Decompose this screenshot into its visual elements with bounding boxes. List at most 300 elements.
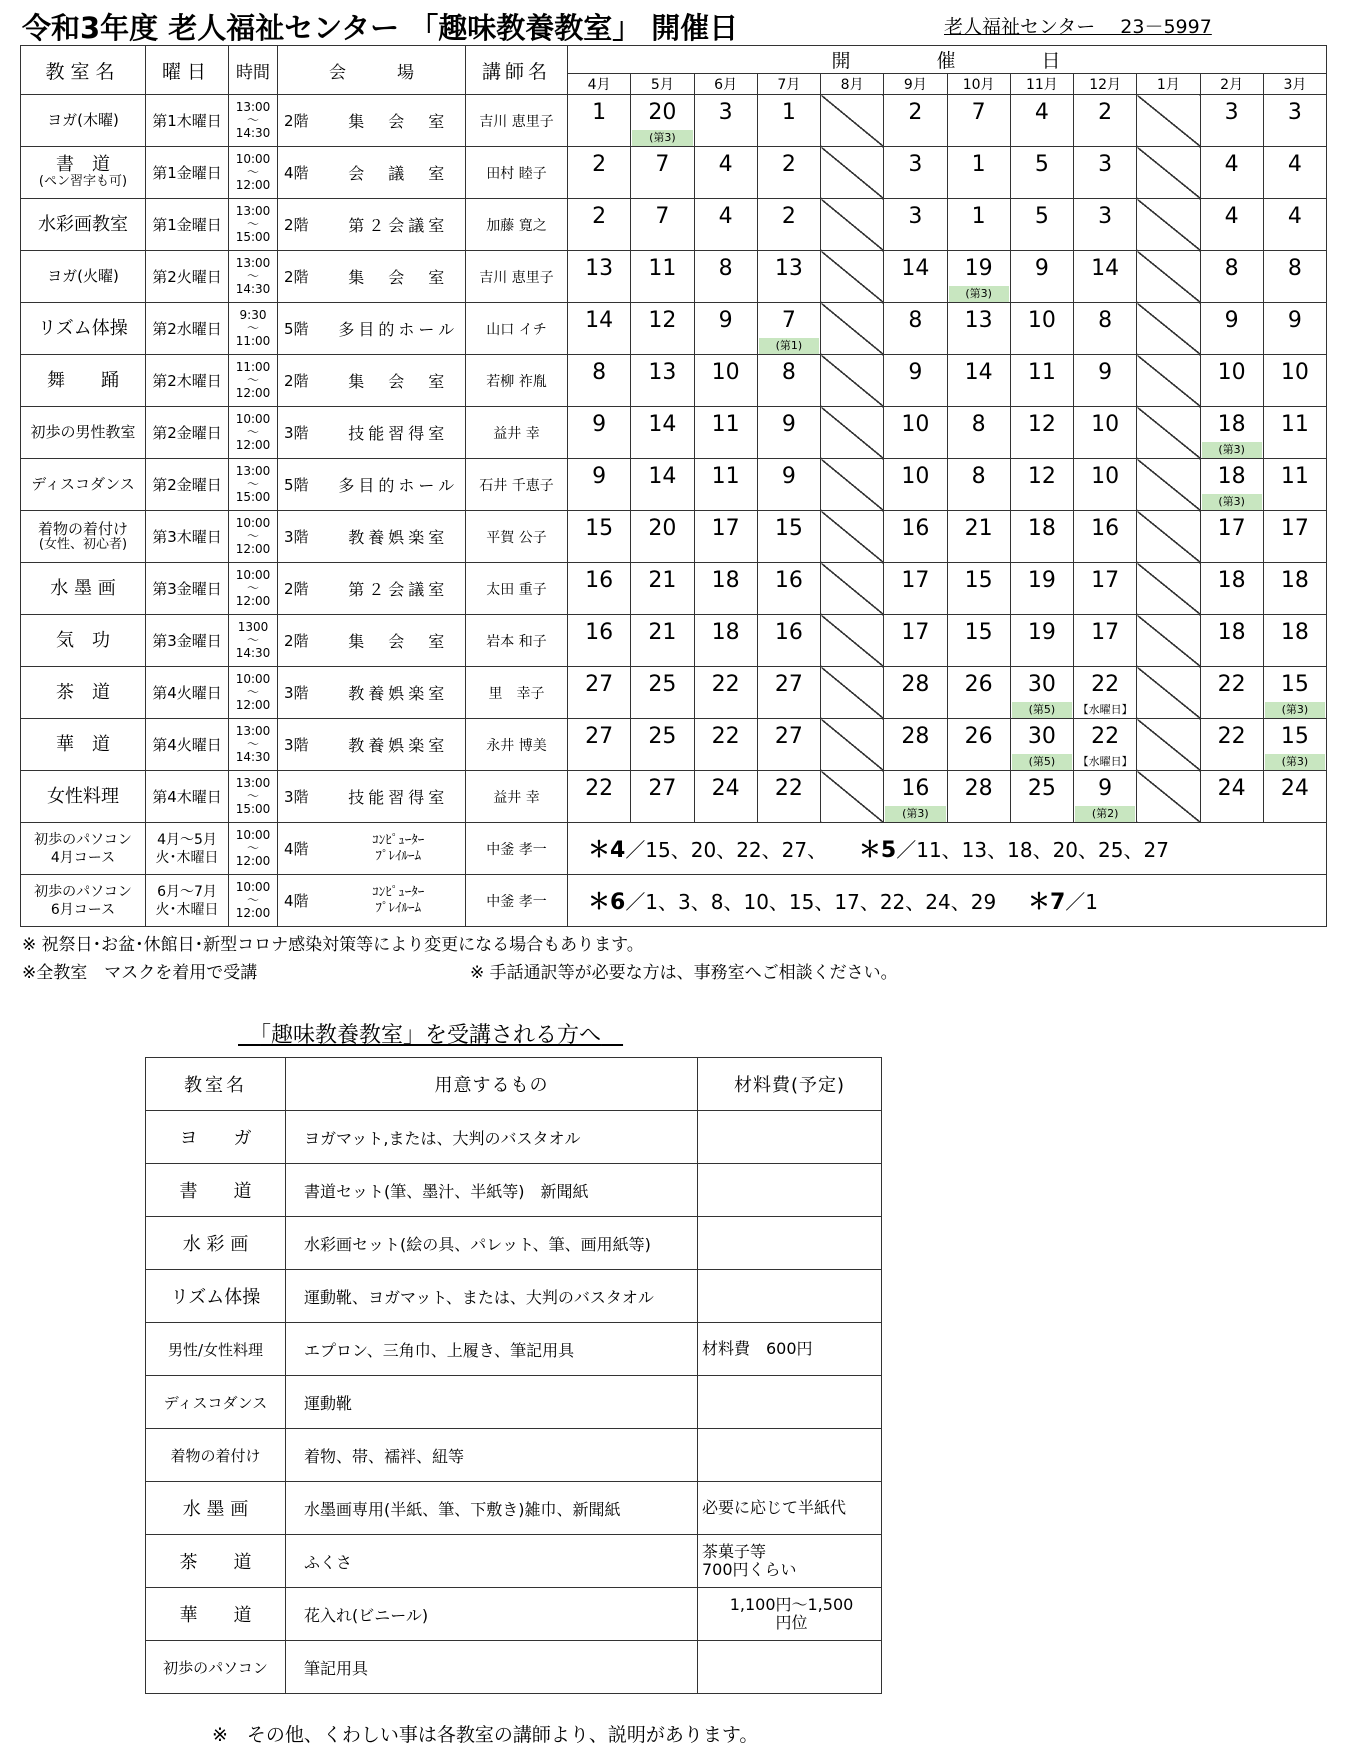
date-cell xyxy=(947,563,1010,615)
date-cell xyxy=(1200,459,1263,511)
date-cell xyxy=(1263,147,1326,199)
room-line2: ﾌﾟﾚｲﾙｰﾑ xyxy=(375,848,421,864)
no-class-cell xyxy=(821,667,884,719)
date-cell xyxy=(1074,719,1137,771)
date-cell xyxy=(757,355,820,407)
prep-classroom-name: リズム体操 xyxy=(146,1270,286,1323)
date-number: 4 xyxy=(1034,100,1049,125)
classroom-name xyxy=(21,511,146,563)
no-class-cell xyxy=(1137,303,1200,355)
date-cell xyxy=(694,147,757,199)
teacher-name: 太田 重子 xyxy=(466,563,568,615)
no-class-cell xyxy=(1137,719,1200,771)
date-cell xyxy=(884,615,947,667)
date-cell xyxy=(1263,199,1326,251)
no-class-cell xyxy=(1137,199,1200,251)
date-number: 12 xyxy=(1027,412,1056,437)
venue-floor: 2階 xyxy=(278,563,332,615)
date-number: 2 xyxy=(908,100,923,125)
weekday: 第2火曜日 xyxy=(146,251,229,303)
date-number: 28 xyxy=(964,776,993,801)
prep-items: 書道セット(筆、墨汁、半紙等) 新聞紙 xyxy=(286,1164,698,1217)
date-cell xyxy=(757,147,820,199)
time-end: 11:00 xyxy=(235,334,271,348)
date-number: 18 xyxy=(1217,568,1246,593)
date-cell xyxy=(568,251,631,303)
date-cell xyxy=(1263,303,1326,355)
date-number: 14 xyxy=(1091,256,1120,281)
date-cell xyxy=(884,251,947,303)
date-number: 8 xyxy=(1224,256,1239,281)
no-class-cell xyxy=(821,719,884,771)
date-cell xyxy=(631,719,694,771)
prep-classroom-name: 着物の着付け xyxy=(146,1429,286,1482)
header-classroom: 教室名 xyxy=(21,46,146,95)
date-number: 10 xyxy=(711,360,740,385)
prep-row xyxy=(146,1429,882,1482)
date-cell xyxy=(694,355,757,407)
time-end: 12:00 xyxy=(235,542,271,556)
date-number: 20 xyxy=(648,100,677,125)
pc-month-marker: ＊6 xyxy=(588,890,626,915)
date-cell xyxy=(947,459,1010,511)
venue-room: 集 会 室 xyxy=(332,95,466,147)
date-cell xyxy=(1263,251,1326,303)
time-range xyxy=(229,355,278,407)
date-cell xyxy=(757,771,820,823)
time-start: 10:00 xyxy=(235,412,271,426)
prep-table xyxy=(145,1057,882,1694)
weekday: 第4火曜日 xyxy=(146,667,229,719)
pc-months: 6月～7月 xyxy=(157,883,217,900)
schedule-row xyxy=(21,95,1327,147)
prep-items: 運動靴 xyxy=(286,1376,698,1429)
prep-classroom-name: 水 墨 画 xyxy=(146,1482,286,1535)
header-time: 時間 xyxy=(229,46,278,95)
venue-room: 教養娯楽室 xyxy=(332,511,466,563)
date-cell xyxy=(884,95,947,147)
prep-items: 筆記用具 xyxy=(286,1641,698,1694)
date-cell xyxy=(1263,771,1326,823)
date-note: (第5) xyxy=(1012,702,1072,718)
weekday: 第1金曜日 xyxy=(146,147,229,199)
classroom-name xyxy=(21,719,146,771)
date-cell xyxy=(884,459,947,511)
date-number: 9 xyxy=(718,308,733,333)
date-number: 30 xyxy=(1027,672,1056,697)
time-separator: ～ xyxy=(246,633,259,647)
date-cell xyxy=(1074,511,1137,563)
venue-floor: 2階 xyxy=(278,95,332,147)
date-number: 2 xyxy=(1098,100,1113,125)
no-class-cell xyxy=(1137,95,1200,147)
date-cell xyxy=(1074,771,1137,823)
date-cell xyxy=(694,303,757,355)
no-class-cell xyxy=(821,563,884,615)
date-number: 17 xyxy=(1280,516,1309,541)
date-cell xyxy=(1200,615,1263,667)
date-number: 10 xyxy=(901,464,930,489)
time-range xyxy=(229,459,278,511)
date-number: 7 xyxy=(781,308,796,333)
date-number: 22 xyxy=(1217,724,1246,749)
date-number: 8 xyxy=(592,360,607,385)
pc-month-marker: ＊4 xyxy=(588,838,626,863)
date-number: 3 xyxy=(1287,100,1302,125)
date-cell xyxy=(884,407,947,459)
time-end: 12:00 xyxy=(235,594,271,608)
date-number: 18 xyxy=(1027,516,1056,541)
date-cell xyxy=(568,407,631,459)
note-mask: ※全教室 マスクを着用で受講 xyxy=(22,963,258,983)
prep-fee: 1,100円～1,500 円位 xyxy=(698,1588,882,1641)
date-cell xyxy=(1200,667,1263,719)
month-header: 4月 xyxy=(568,74,631,95)
time-range xyxy=(229,251,278,303)
time-end: 14:30 xyxy=(235,282,271,296)
prep-row xyxy=(146,1164,882,1217)
classroom-name-text: 気 功 xyxy=(56,629,110,651)
date-cell xyxy=(1074,303,1137,355)
prep-fee xyxy=(698,1111,882,1164)
date-cell xyxy=(568,95,631,147)
date-number: 18 xyxy=(1280,568,1309,593)
date-number: 2 xyxy=(592,152,607,177)
no-class-cell xyxy=(821,615,884,667)
date-cell xyxy=(1074,667,1137,719)
venue-floor: 3階 xyxy=(278,771,332,823)
schedule-row xyxy=(21,563,1327,615)
prep-classroom-name: 水 彩 画 xyxy=(146,1217,286,1270)
date-number: 22 xyxy=(585,776,614,801)
prep-row xyxy=(146,1111,882,1164)
teacher-name: 岩本 和子 xyxy=(466,615,568,667)
date-number: 24 xyxy=(1217,776,1246,801)
date-cell xyxy=(568,615,631,667)
weekday: 第3金曜日 xyxy=(146,563,229,615)
date-number: 13 xyxy=(774,256,803,281)
pc-dates-list: ／11、13、18、20、25、27 xyxy=(896,838,1169,862)
date-cell xyxy=(1074,355,1137,407)
date-note: (第3) xyxy=(1202,494,1262,510)
no-class-cell xyxy=(821,303,884,355)
venue-room: 教養娯楽室 xyxy=(332,719,466,771)
prep-classroom-name: ヨ ガ xyxy=(146,1111,286,1164)
time-separator: ～ xyxy=(246,893,259,907)
date-cell xyxy=(568,199,631,251)
date-cell xyxy=(757,563,820,615)
note-holiday: ※ 祝祭日･お盆･休館日･新型コロナ感染対策等により変更になる場合もあります。 xyxy=(22,935,644,955)
date-number: 27 xyxy=(648,776,677,801)
date-number: 19 xyxy=(1027,568,1056,593)
prep-row xyxy=(146,1270,882,1323)
schedule-row xyxy=(21,615,1327,667)
date-cell xyxy=(568,459,631,511)
date-number: 15 xyxy=(1280,672,1309,697)
date-cell xyxy=(1010,147,1073,199)
classroom-name-text: 女性料理 xyxy=(47,785,119,807)
date-cell xyxy=(947,147,1010,199)
date-number: 12 xyxy=(1027,464,1056,489)
date-cell xyxy=(1074,407,1137,459)
month-header: 5月 xyxy=(631,74,694,95)
no-class-cell xyxy=(1137,459,1200,511)
venue-floor: 3階 xyxy=(278,407,332,459)
date-number: 10 xyxy=(901,412,930,437)
prep-fee xyxy=(698,1217,882,1270)
date-cell xyxy=(947,511,1010,563)
prep-header-items: 用意するもの xyxy=(286,1058,698,1111)
schedule-row xyxy=(21,251,1327,303)
date-note: 【水曜日】 xyxy=(1077,703,1133,716)
time-start: 13:00 xyxy=(235,256,271,270)
prep-row xyxy=(146,1535,882,1588)
classroom-name xyxy=(21,875,146,927)
time-end: 14:30 xyxy=(235,750,271,764)
date-number: 8 xyxy=(971,464,986,489)
date-number: 17 xyxy=(901,620,930,645)
date-cell xyxy=(947,615,1010,667)
date-cell xyxy=(568,147,631,199)
date-number: 7 xyxy=(655,152,670,177)
date-cell xyxy=(884,719,947,771)
prep-items: ふくさ xyxy=(286,1535,698,1588)
date-cell xyxy=(1200,303,1263,355)
date-cell xyxy=(694,407,757,459)
date-cell xyxy=(1074,95,1137,147)
date-number: 13 xyxy=(964,308,993,333)
weekday: 第1木曜日 xyxy=(146,95,229,147)
date-number: 16 xyxy=(774,620,803,645)
teacher-name: 里 幸子 xyxy=(466,667,568,719)
date-number: 14 xyxy=(901,256,930,281)
date-cell xyxy=(1010,563,1073,615)
classroom-name-text: 初歩の男性教室 xyxy=(30,423,136,442)
schedule-table xyxy=(20,45,1327,927)
pc-course-dates xyxy=(568,823,1327,875)
date-cell xyxy=(694,771,757,823)
date-cell xyxy=(568,511,631,563)
prep-items: ヨガマット,または、大判のバスタオル xyxy=(286,1111,698,1164)
date-cell xyxy=(694,667,757,719)
time-range xyxy=(229,719,278,771)
date-note: (第3) xyxy=(949,286,1009,302)
time-end: 14:30 xyxy=(235,646,271,660)
time-end: 12:00 xyxy=(235,178,271,192)
prep-fee xyxy=(698,1270,882,1323)
time-start: 13:00 xyxy=(235,724,271,738)
date-cell xyxy=(1200,719,1263,771)
month-header: 1月 xyxy=(1137,74,1200,95)
date-cell xyxy=(947,199,1010,251)
time-separator: ～ xyxy=(246,685,259,699)
no-class-cell xyxy=(1137,615,1200,667)
date-cell xyxy=(1010,303,1073,355)
date-number: 3 xyxy=(1098,204,1113,229)
date-number: 9 xyxy=(781,464,796,489)
prep-row xyxy=(146,1323,882,1376)
time-end: 15:00 xyxy=(235,802,271,816)
date-cell xyxy=(631,407,694,459)
date-cell xyxy=(884,355,947,407)
venue-room: 技能習得室 xyxy=(332,771,466,823)
date-cell xyxy=(757,407,820,459)
date-number: 8 xyxy=(908,308,923,333)
date-cell xyxy=(694,251,757,303)
date-number: 26 xyxy=(964,724,993,749)
month-header: 11月 xyxy=(1010,74,1073,95)
prep-classroom-name: ディスコダンス xyxy=(146,1376,286,1429)
classroom-name xyxy=(21,615,146,667)
date-number: 1 xyxy=(971,204,986,229)
date-number: 18 xyxy=(1217,464,1246,489)
time-range xyxy=(229,147,278,199)
date-number: 11 xyxy=(711,412,740,437)
venue-floor: 2階 xyxy=(278,199,332,251)
weekday: 第2木曜日 xyxy=(146,355,229,407)
date-number: 16 xyxy=(774,568,803,593)
no-class-cell xyxy=(821,771,884,823)
date-number: 15 xyxy=(585,516,614,541)
date-number: 14 xyxy=(964,360,993,385)
pc-days: 火･木曜日 xyxy=(155,849,219,866)
time-range xyxy=(229,511,278,563)
date-number: 1 xyxy=(592,100,607,125)
time-separator: ～ xyxy=(246,373,259,387)
time-range xyxy=(229,407,278,459)
pc-month-marker: ＊7 xyxy=(1027,890,1066,915)
date-cell xyxy=(631,511,694,563)
date-number: 9 xyxy=(908,360,923,385)
date-number: 9 xyxy=(1098,360,1113,385)
weekday: 第2金曜日 xyxy=(146,407,229,459)
date-number: 7 xyxy=(655,204,670,229)
prep-row xyxy=(146,1376,882,1429)
date-cell xyxy=(1263,667,1326,719)
date-cell xyxy=(947,407,1010,459)
date-number: 25 xyxy=(1027,776,1056,801)
pc-months: 4月～5月 xyxy=(157,831,217,848)
date-note: (第3) xyxy=(1265,702,1325,718)
pc-course-term: 4月コース xyxy=(50,849,116,866)
date-number: 17 xyxy=(901,568,930,593)
venue-floor: 3階 xyxy=(278,511,332,563)
pc-course-name: 初歩のパソコン xyxy=(34,883,132,900)
classroom-name xyxy=(21,667,146,719)
time-start: 10:00 xyxy=(235,568,271,582)
time-separator: ～ xyxy=(246,217,259,231)
date-cell xyxy=(631,251,694,303)
classroom-name xyxy=(21,563,146,615)
date-cell xyxy=(884,511,947,563)
date-number: 27 xyxy=(585,672,614,697)
time-separator: ～ xyxy=(246,737,259,751)
date-number: 15 xyxy=(964,568,993,593)
prep-items: 着物、帯、襦袢、紐等 xyxy=(286,1429,698,1482)
date-cell xyxy=(568,667,631,719)
month-header: 7月 xyxy=(757,74,820,95)
venue-floor: 5階 xyxy=(278,459,332,511)
no-class-cell xyxy=(1137,251,1200,303)
no-class-cell xyxy=(1137,667,1200,719)
date-cell xyxy=(884,667,947,719)
prep-classroom-name: 茶 道 xyxy=(146,1535,286,1588)
spacer xyxy=(827,838,859,862)
date-number: 3 xyxy=(1098,152,1113,177)
date-number: 21 xyxy=(648,620,677,645)
teacher-name: 永井 博美 xyxy=(466,719,568,771)
date-number: 9 xyxy=(1098,776,1113,801)
header-teacher: 講師名 xyxy=(466,46,568,95)
date-number: 1 xyxy=(781,100,796,125)
date-note: (第3) xyxy=(1202,442,1262,458)
date-note: (第3) xyxy=(632,130,692,146)
schedule-row xyxy=(21,303,1327,355)
time-separator: ～ xyxy=(246,477,259,491)
date-number: 11 xyxy=(1027,360,1056,385)
weekday: 第1金曜日 xyxy=(146,199,229,251)
date-number: 4 xyxy=(1224,152,1239,177)
no-class-cell xyxy=(821,147,884,199)
prep-fee xyxy=(698,1164,882,1217)
date-number: 22 xyxy=(711,672,740,697)
time-start: 13:00 xyxy=(235,464,271,478)
time-end: 15:00 xyxy=(235,230,271,244)
date-number: 18 xyxy=(711,620,740,645)
date-cell xyxy=(694,199,757,251)
time-start: 10:00 xyxy=(235,672,271,686)
time-separator: ～ xyxy=(246,269,259,283)
venue-room: 多目的ホール xyxy=(332,303,466,355)
date-number: 9 xyxy=(1034,256,1049,281)
teacher-name: 田村 睦子 xyxy=(466,147,568,199)
date-cell xyxy=(1010,719,1073,771)
venue-floor: 4階 xyxy=(278,147,332,199)
date-cell xyxy=(694,563,757,615)
prep-section-title xyxy=(238,1018,623,1049)
time-start: 10:00 xyxy=(235,516,271,530)
date-number: 10 xyxy=(1091,464,1120,489)
prep-fee: 材料費 600円 xyxy=(698,1323,882,1376)
venue-floor: 3階 xyxy=(278,719,332,771)
footer-note: ※ その他、くわしい事は各教室の講師より、説明があります。 xyxy=(212,1724,759,1746)
prep-fee xyxy=(698,1376,882,1429)
date-cell xyxy=(757,303,820,355)
venue-floor: 5階 xyxy=(278,303,332,355)
date-number: 22 xyxy=(711,724,740,749)
prep-classroom-name: 華 道 xyxy=(146,1588,286,1641)
date-number: 24 xyxy=(711,776,740,801)
time-range xyxy=(229,875,278,927)
venue-room: 技能習得室 xyxy=(332,407,466,459)
venue-room: 会 議 室 xyxy=(332,147,466,199)
date-number: 17 xyxy=(711,516,740,541)
date-number: 11 xyxy=(648,256,677,281)
date-note: (第3) xyxy=(1265,754,1325,770)
date-cell xyxy=(1263,563,1326,615)
teacher-name: 山口 イチ xyxy=(466,303,568,355)
classroom-name xyxy=(21,303,146,355)
date-cell xyxy=(1010,771,1073,823)
month-header: 2月 xyxy=(1200,74,1263,95)
date-number: 16 xyxy=(1091,516,1120,541)
date-cell xyxy=(568,771,631,823)
venue-room xyxy=(332,823,466,875)
date-number: 9 xyxy=(1287,308,1302,333)
date-cell xyxy=(1074,615,1137,667)
venue-room: 集 会 室 xyxy=(332,251,466,303)
venue-room xyxy=(332,875,466,927)
